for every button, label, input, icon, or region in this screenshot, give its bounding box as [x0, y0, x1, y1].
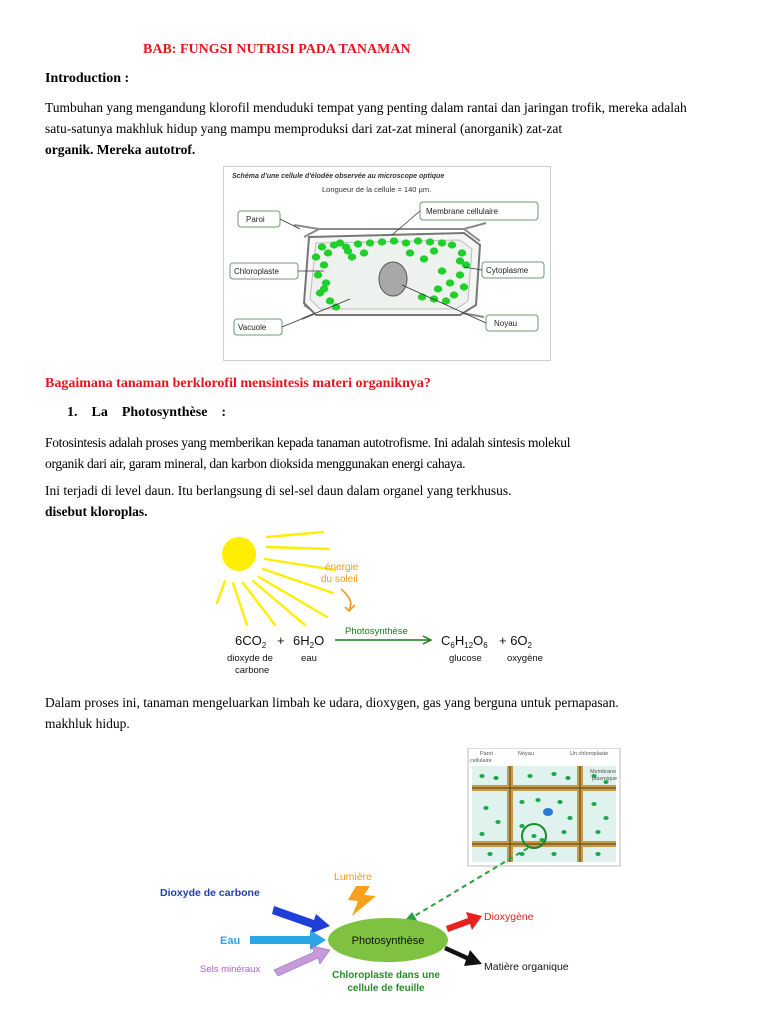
chloroplast-dot [456, 271, 464, 278]
intro-paragraph [45, 97, 687, 160]
section-heading [67, 405, 226, 421]
inset-chloroplast-dot [493, 776, 498, 780]
lightning-icon [348, 886, 376, 916]
para2-line-1: Fotosintesis adalah proses yang memberikan kepada tanaman autotrofisme. Ini adalah sintesis molekul [45, 435, 571, 450]
chloroplast-dot [460, 283, 468, 290]
inset-chloroplast-dot [527, 774, 532, 778]
intro-line-2: satu-satunya makhluk hidup yang mampu memproduksi dari zat-zat mineral (anorganik) zat-zat [45, 121, 563, 136]
inset-chloroplast-dot [535, 798, 540, 802]
inset-chloroplast-dot [519, 800, 524, 804]
inset-label-noyau: Noyau [518, 751, 534, 757]
co2-input-arrow [272, 906, 330, 934]
nucleus [379, 262, 407, 296]
inset-label-chloroplaste: Un chloroplaste [570, 751, 609, 757]
glucose-formula: $C_6H_{12}O_6$ [441, 633, 488, 650]
label-paroi: Paroi [246, 215, 265, 224]
chloroplast-dot [360, 249, 368, 256]
inset-chloroplast-dot [557, 800, 562, 804]
label-noyau: Noyau [494, 319, 518, 328]
chloroplast-dot [320, 261, 328, 268]
cell-caption: Schéma d'une cellule d'élodée observée au microscope optique [232, 173, 445, 180]
glucose-name: glucose [449, 653, 482, 664]
inset-chloroplast-dot [479, 774, 484, 778]
inset-chloroplast-dot [591, 802, 596, 806]
para4-line-2: makhluk hidup. [45, 716, 130, 731]
dioxyde-label: Dioxyde de carbone [160, 887, 260, 899]
chloroplast-dot [326, 297, 334, 304]
co2-name-1: dioxyde de [227, 653, 273, 664]
chloroplast-dot [390, 237, 398, 244]
energy-label-1: énergie [325, 562, 359, 573]
inset-label-cellulaire: cellulaire [470, 758, 492, 764]
para4-line-1: Dalam proses ini, tanaman mengeluarkan limbah ke udara, dioxygen, gas yang berguna untuk pernapasan. [45, 695, 619, 710]
inset-chloroplast-dot [479, 832, 484, 836]
chloroplast-dot [344, 247, 352, 254]
section-word-1: La [91, 405, 108, 420]
label-cytoplasme: Cytoplasme [486, 266, 529, 275]
chloroplast-dot [354, 240, 362, 247]
inset-chloroplast-dot [551, 852, 556, 856]
introduction-heading: Introduction : [45, 71, 130, 86]
chloroplast-dot [426, 238, 434, 245]
inset-label-paroi: Paroi [480, 751, 493, 757]
chloroplast-dot [430, 247, 438, 254]
chloroplast-dot [378, 238, 386, 245]
leaf-cell-inset [468, 748, 620, 866]
question-heading: Bagaimana tanaman berklorofil mensintesis materi organiknya? [45, 376, 431, 391]
chloroplaste-label-1: Chloroplaste dans une [332, 970, 440, 981]
section-number: 1. [67, 405, 78, 420]
intro-line-1: Tumbuhan yang mengandung klorofil menduduki tempat yang penting dalam rantai dan jaringan trofik, mereka adalah [45, 100, 687, 115]
para-photosynthesis [45, 432, 570, 474]
dioxygene-label: Dioxygène [484, 911, 534, 923]
chloroplast-dot [324, 249, 332, 256]
section-colon: : [221, 405, 227, 420]
chloroplast-dot [438, 239, 446, 246]
chloroplast-dot [450, 291, 458, 298]
photosynthesis-diagram [150, 748, 630, 998]
o2-formula: + $6O_2$ [499, 633, 532, 650]
photosynthese-arrow-label: Photosynthèse [345, 626, 408, 637]
page-title: BAB: FUNGSI NUTRISI PADA TANAMAN [143, 42, 411, 57]
chloroplast-dot [406, 249, 414, 256]
para-leaf [45, 480, 512, 522]
cell-diagram-figure [223, 166, 551, 361]
inset-chloroplast-dot [519, 824, 524, 828]
chloroplast-dot [434, 285, 442, 292]
chloroplast-dot [456, 257, 464, 264]
cell-length-note: Longueur de la cellule = 140 µm. [322, 185, 432, 194]
inset-chloroplast-dot [487, 852, 492, 856]
chloroplast-dot [438, 267, 446, 274]
equation-figure [205, 527, 575, 679]
intro-line-3: organik. Mereka autotrof. [45, 142, 196, 157]
cell-diagram [224, 167, 550, 360]
chloroplast-dot [318, 243, 326, 250]
chloroplast-dot [420, 255, 428, 262]
lumiere-label: Lumière [334, 871, 372, 883]
inset-chloroplast-dot [551, 772, 556, 776]
chloroplast-dot [458, 249, 466, 256]
equation-diagram [205, 527, 575, 679]
inset-chloroplast-dot [561, 830, 566, 834]
h2o-name: eau [301, 653, 317, 664]
chloroplast-dot [414, 237, 422, 244]
matiere-label: Matière organique [484, 961, 569, 973]
chloroplast-dot [314, 271, 322, 278]
chloroplast-dot [430, 295, 438, 302]
inset-chloroplast-dot [595, 852, 600, 856]
sels-label: Sels minéraux [200, 964, 261, 975]
organic-output-arrow [444, 946, 482, 966]
chloroplast-dot [402, 239, 410, 246]
chloroplast-dot [366, 239, 374, 246]
h2o-formula: $6H_2O$ [293, 633, 325, 650]
co2-name-2: carbone [235, 665, 270, 676]
inset-label-plasmique: plasmique [592, 776, 618, 782]
chloroplast-dot [336, 239, 344, 246]
section-word-2: Photosynthèse [121, 405, 208, 420]
inset-label-membrane: Membrane [590, 769, 617, 775]
inset-chloroplast-dot [483, 806, 488, 810]
photosynthesis-center-label: Photosynthèse [351, 935, 425, 947]
sun-icon [222, 537, 256, 571]
plus-1: + [277, 633, 285, 648]
label-membrane: Membrane cellulaire [426, 207, 499, 216]
label-vacuole: Vacuole [238, 323, 267, 332]
inset-chloroplast-dot [603, 816, 608, 820]
para-dioxygen [45, 692, 619, 734]
inset-chloroplast-dot [531, 834, 536, 838]
inset-chloroplast-dot [567, 816, 572, 820]
chloroplast-dot [446, 279, 454, 286]
photosynthesis-figure [150, 748, 630, 998]
oxygen-output-arrow [446, 912, 482, 932]
label-chloroplaste: Chloroplaste [234, 267, 279, 276]
chloroplast-dot [448, 241, 456, 248]
chloroplast-dot [312, 253, 320, 260]
chloroplast-dot [320, 285, 328, 292]
inset-chloroplast-dot [595, 830, 600, 834]
chloroplaste-label-2: cellule de feuille [347, 983, 425, 994]
para2-line-2: organik dari air, garam mineral, dan karbon dioksida menggunakan energi cahaya. [45, 456, 466, 471]
o2-name: oxygène [507, 653, 543, 664]
inset-chloroplast-dot [495, 820, 500, 824]
para3-line-1: Ini terjadi di level daun. Itu berlangsung di sel-sel daun dalam organel yang terkhusus. [45, 483, 512, 498]
co2-formula: $6CO_2$ [235, 633, 267, 650]
eau-label: Eau [220, 935, 241, 947]
para3-line-2: disebut kloroplas. [45, 504, 148, 519]
inset-chloroplast-dot [565, 776, 570, 780]
energy-label-2: du soleil [321, 574, 358, 585]
minerals-input-arrow [274, 946, 330, 976]
